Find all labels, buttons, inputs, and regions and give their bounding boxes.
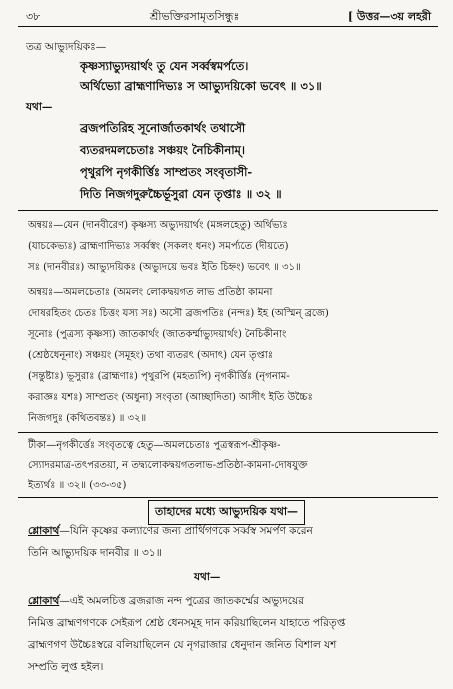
shlokartha-line: নিমিত্ত ব্রাহ্মণগণকে সেইরূপ শ্রেষ্ঠ ধেনসমূহ দান করিয়াছিলেন যাহাতে পরিতৃপ্ত (28, 617, 346, 629)
anvaya-line: সূনোঃ (পুত্রস্য কৃষ্ণস্য) জাতকার্থং (জাতকর্ম্মাভ্যুদয়ার্থং) নৈচিকীনাং (28, 329, 287, 340)
section-rule (18, 210, 438, 211)
example-verse-line: পৃথুরপি নৃগকীর্ত্তিঃ সাম্প্রতং সংবৃতাসী- (80, 165, 253, 179)
anvaya-line: নিজগদুঃ (কথিতবন্তঃ) ॥ ৩২॥ (28, 413, 147, 424)
verse-intro: তত্র আভ্যুদয়িকঃ— (26, 41, 107, 53)
anvaya-line: (যাচকেভ্যঃ) ব্রাহ্মণাদিভ্যঃ সর্ব্বস্বং (সকলং ধনং) সমর্প্যতে (দীয়তে) (28, 241, 289, 252)
shlokartha-line: তিনি আভ্যুদয়িক দানবীর ॥ ৩১॥ (28, 547, 162, 559)
anvaya-line: অন্বয়ঃ—যেন (দানবীরেণ) কৃষ্ণস্য অভ্যুদয়ার্থং (মঙ্গলহেতু) অর্থিভ্যঃ (28, 220, 288, 231)
anvaya-line: (সন্তুষ্টাঃ) ভূসুরাঃ (ব্রাহ্মণাঃ) পৃথুরপি (মহত্যপি) নৃগকীর্ত্তিঃ (নৃগনাম- (28, 371, 290, 382)
shlokartha-text: —এই অমলচিত্ত ব্রজরাজ নন্দ পুত্রের জাতকর্ম্মের অভ্যুদয়ের (59, 595, 304, 607)
example-verse-line: ব্যতরদমলচেতাঃ সঞ্চয়ং নৈচিকীনাম্। (80, 143, 246, 157)
shlokartha-line: ব্রাহ্মণগণ উচ্চৈঃস্বরে বলিয়াছিলেন যে নৃগরাজার ধেনুদান জনিত বিশাল যশ (28, 639, 337, 651)
example-verse-line: ব্রজপতিরিহ সূনোর্জাতকার্থং তথাসৌ (80, 121, 246, 135)
anvaya-line: দোষরহিতং চেতঃ চিত্তং যস্য সঃ) অসৌ ব্রজপতিঃ (নন্দঃ) ইহ (অস্মিন্ ব্রজে) (28, 308, 329, 319)
page-number: ৩৮ (26, 10, 41, 23)
example-verse-line: দিতি নিজগদুরুচ্চৈর্ভূসুরা যেন তৃপ্তাঃ ॥ ৩২ ॥ (80, 187, 282, 201)
verse-line: অর্থিভ্যো ব্রাহ্মণাদিভ্যঃ স আভ্যুদয়িকো ভবেৎ ॥ ৩১॥ (80, 79, 322, 93)
bengali-rule (18, 497, 438, 498)
book-title: শ্রীভক্তিরসামৃতসিন্ধুঃ (150, 10, 240, 23)
anvaya-line: অন্বয়ঃ—অমলচেতাঃ (অমলং লোকদ্বয়গত লাভ প্রতিষ্ঠা কামনা (28, 287, 273, 298)
shlokartha-label: শ্লোকার্থ (28, 595, 60, 607)
tika-rule (18, 432, 438, 433)
shlokartha-text: —যিনি কৃষ্ণের কল্যাণের জন্য প্রার্থিগণকে সর্ব্বস্ব সমর্পণ করেন (59, 525, 313, 537)
shlokartha-line (28, 594, 304, 611)
verse-line: কৃষ্ণস্যাভ্যুদয়ার্থং তু যেন সর্ব্বস্বমর্পতে। (80, 59, 249, 73)
anvaya-line: (শ্রেষ্ঠধেনূনাং) সঞ্চয়ং (সমূহং) তথা ব্যতরৎ (অদাৎ) যেন তৃপ্তাঃ (28, 350, 274, 361)
example-label: যথা— (26, 101, 53, 113)
header-rule (18, 26, 438, 27)
section-label: [ উত্তর—৩য় লহরী (347, 10, 431, 23)
page-header (0, 8, 453, 26)
section-heading: তাহাদের মধ্যে আভ্যুদয়িক যথা— (148, 500, 305, 525)
example-label-bengali: যথা— (194, 571, 221, 583)
shlokartha-label: শ্লোকার্থ (28, 525, 60, 537)
shlokartha-line (28, 524, 313, 541)
anvaya-line: করাজ্ঞঃ যশঃ) সাম্প্রতং (অধুনা) সংবৃতা (আচ্ছাদিতা) আসীৎ ইতি উচ্চৈঃ (28, 392, 313, 403)
shlokartha-line: সম্প্রতি লুপ্ত হইল। (28, 661, 104, 673)
tika-line: টীকা—নৃগকীর্ত্তেঃ সংবৃতত্বে হেতু—অমলচেতাঃ পুত্রস্বরূপ-শ্রীকৃষ্ণ- (28, 440, 281, 451)
tika-line: স্যোদরমাত্র-তৎপরতয়া, ন তদ্ব্যলোকদ্বয়গতলাভ-প্রতিষ্ঠা-কামনা-দোষযুক্ত (28, 460, 308, 471)
tika-line: ইত্যর্থঃ ॥ ৩২॥ (৩৩-৩৫) (28, 480, 127, 491)
anvaya-line: সঃ (দানবীরঃ) আভ্যুদয়িকঃ (অভ্যুদয়ে ভবঃ ইতি চিহ্নং) ভবেৎ ॥ ৩১॥ (28, 262, 301, 273)
